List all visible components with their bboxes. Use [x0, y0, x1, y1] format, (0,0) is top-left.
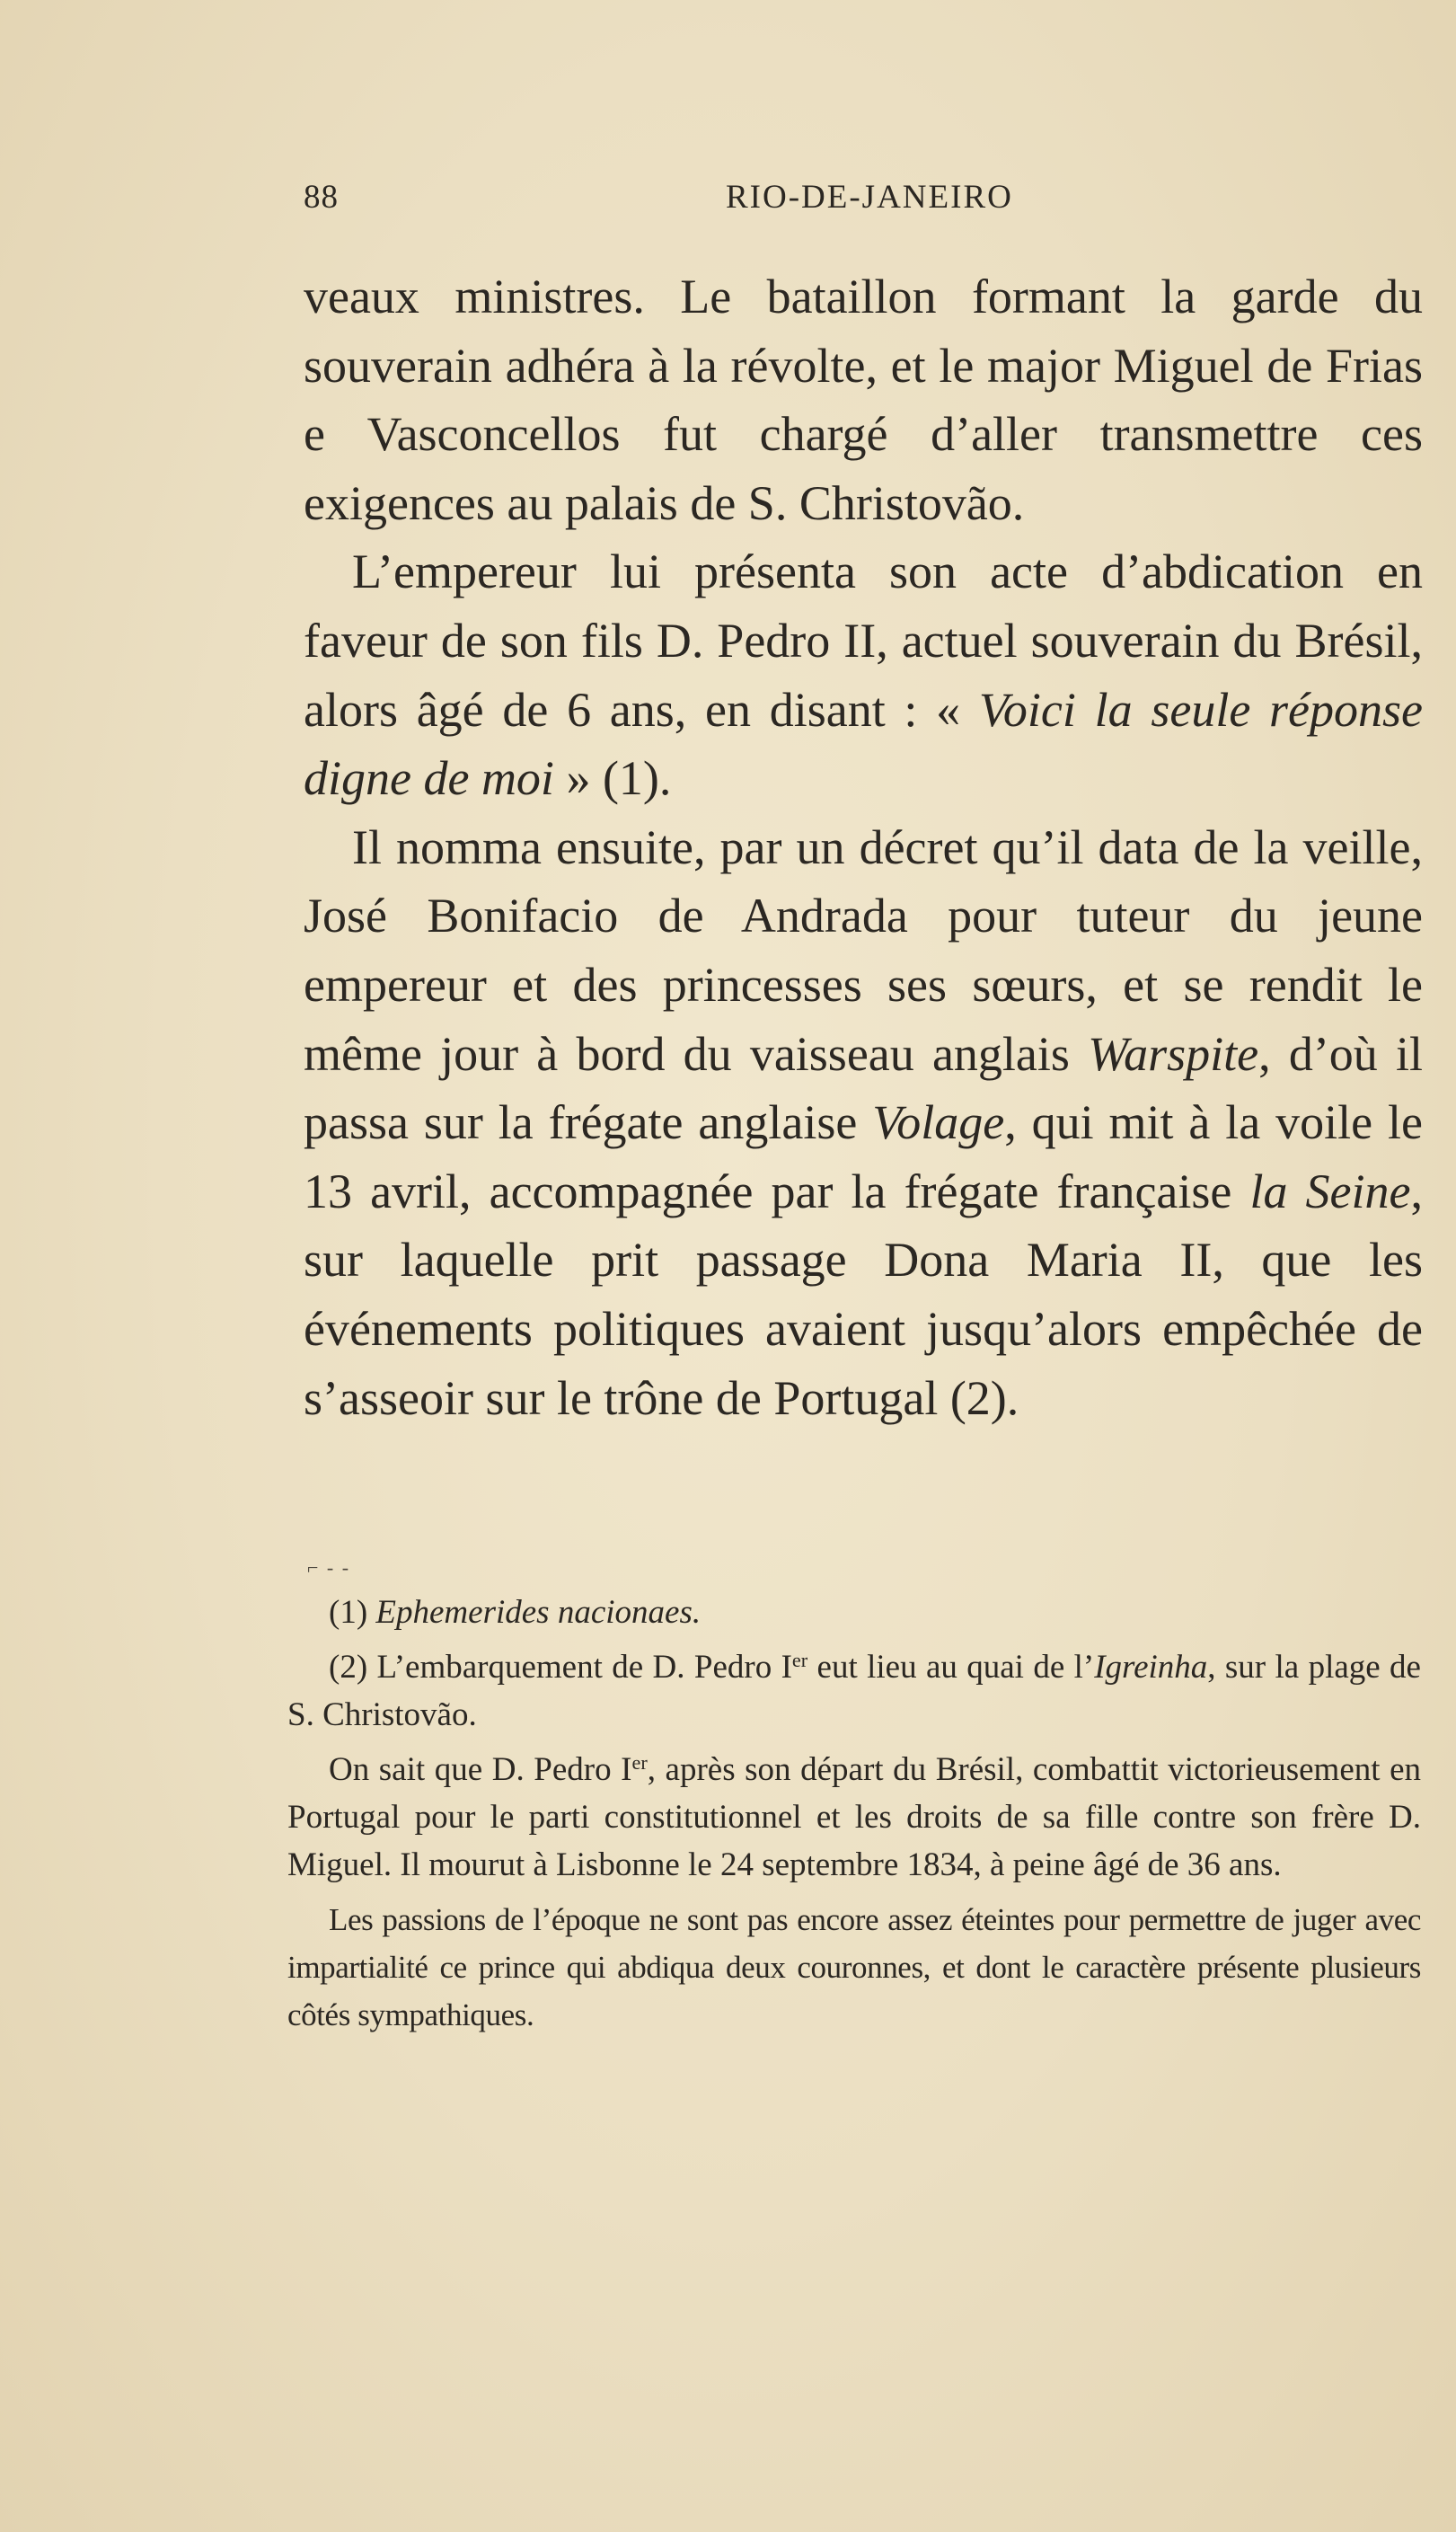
paragraph-2	[304, 537, 1423, 812]
abdication-quote: Voici la seule réponse digne de moi	[304, 682, 1423, 806]
footnote-1	[287, 1589, 1421, 1636]
footnote-1-source: Ephemerides nacionaes.	[375, 1594, 702, 1631]
ship-name-la-seine: la Seine	[1249, 1164, 1411, 1218]
footnote-2	[287, 1643, 1421, 1739]
paragraph-3-text-d: , sur laquelle prit passage Dona Maria II, que les événements politiques avaient jusqu’alors empêchée de s’asseoir sur le trône de Portugal (2).	[304, 1164, 1423, 1425]
ship-name-warspite: Warspite	[1088, 1026, 1259, 1081]
footnotes	[287, 1589, 1421, 2039]
footnote-3	[287, 1746, 1421, 1889]
paragraph-2-text-a: L’empereur lui présenta son acte d’abdication en faveur de son fils D. Pedro II, actuel souverain du Brésil, alors âgé de 6 ans, en disant : «	[304, 544, 1423, 737]
ship-name-volage: Volage	[872, 1095, 1005, 1150]
footnote-2-place: Igreinha	[1094, 1649, 1208, 1686]
paragraph-2-text-b: » (1).	[553, 751, 672, 806]
page-number: 88	[304, 179, 339, 216]
footnote-4-text: Les passions de l’époque ne sont pas encore assez éteintes pour permettre de juger avec impartialité ce prince qui abdiqua deux couronnes, et dont le caractère présente plusieurs côtés sympathiques.	[287, 1902, 1421, 2032]
footnote-2-text-b: eut lieu au quai de l’	[807, 1649, 1095, 1686]
page-header	[304, 178, 1426, 223]
footnote-3-text-a: On sait que D. Pedro I	[329, 1751, 632, 1788]
footnote-3-superscript: er	[631, 1750, 648, 1774]
paragraph-3-text-c: , qui mit à la voile le 13 avril, accompagnée par la frégate française	[304, 1095, 1423, 1218]
footnote-2-text-c: , sur la plage de S. Christovão.	[287, 1649, 1421, 1733]
paragraph-3	[304, 813, 1423, 1432]
footnote-separator: ⌐ - -	[307, 1556, 351, 1579]
footnote-2-superscript: er	[791, 1648, 808, 1671]
paragraph-3-text-a: Il nomma ensuite, par un décret qu’il data de la veille, José Bonifacio de Andrada pour tuteur du jeune empereur et des princesses ses sœurs, et se rendit le même jour à bord du vaisseau anglais	[304, 819, 1423, 1081]
paragraph-3-text-b: , d’où il passa sur la frégate anglaise	[304, 1026, 1423, 1150]
footnote-3-text-b: , après son départ du Brésil, combattit victorieusement en Portugal pour le parti constitutionnel et les droits de sa fille contre son frère D. Miguel. Il mourut à Lisbonne le 24 septembre 1834, à peine âgé de 36 ans.	[287, 1751, 1422, 1883]
footnote-4	[287, 1896, 1421, 2039]
main-text	[304, 262, 1423, 1432]
paragraph-1-text: veaux ministres. Le bataillon formant la garde du souverain adhéra à la révolte, et le major Miguel de Frias e Vasconcellos fut chargé d’aller transmettre ces exigences au palais de S. Christovão.	[304, 270, 1423, 530]
footnote-1-mark: (1)	[329, 1594, 376, 1631]
footnote-2-text-a: (2) L’embarquement de D. Pedro I	[329, 1649, 792, 1686]
running-title: RIO-DE-JANEIRO	[726, 179, 1013, 216]
paragraph-1	[304, 262, 1423, 537]
